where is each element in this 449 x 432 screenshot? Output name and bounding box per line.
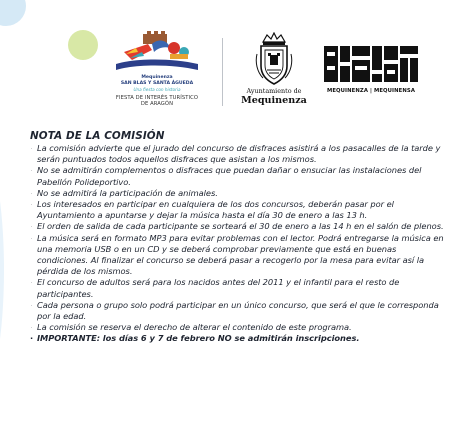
note-item-registration — [30, 199, 446, 221]
note-item-music — [30, 233, 446, 278]
bullet-icon: · — [30, 232, 33, 243]
note-item-rights — [30, 322, 446, 333]
note-item-text: El concurso de adultos será para los nacidos antes del 2011 y el infantil para el resto de participantes. — [37, 277, 400, 299]
town-pattern-icon — [324, 46, 418, 82]
ayuntamiento-logo — [238, 30, 310, 110]
bullet-icon: · — [30, 299, 33, 310]
note-item-text: No se admitirán complementos o disfraces que puedan dañar o ensuciar las instalaciones del Pabellón Polideportivo. — [37, 165, 422, 187]
bullet-icon: · — [30, 322, 33, 333]
bullet-icon: · — [30, 187, 33, 198]
decorative-circle-green — [68, 30, 98, 60]
note-item-complements — [30, 165, 446, 187]
town-logo — [322, 46, 420, 98]
fiesta-name-line-2: SAN BLAS Y SANTA ÁGUEDA — [120, 80, 194, 86]
fiesta-emblem-icon — [112, 30, 202, 74]
note-item-order — [30, 221, 446, 232]
fiesta-name-line-1: Mequinenza — [141, 75, 173, 80]
bullet-icon: · — [30, 221, 33, 232]
note-item-text: El orden de salida de cada participante se sorteará el 30 de enero a las 14 h en el salón de plenos. — [37, 221, 444, 232]
fiesta-caption — [104, 95, 210, 108]
ayuntamiento-line-2: Mequinenza — [241, 95, 307, 106]
logo-divider — [222, 38, 223, 106]
ayuntamiento-line-1: Ayuntamiento de — [246, 87, 302, 95]
fiesta-caption-line-1: FIESTA DE INTERÉS TURÍSTICO — [115, 95, 199, 101]
note-item-text: Cada persona o grupo solo podrá participar en un único concurso, que será el que le corresponda por la edad. — [37, 299, 439, 322]
bullet-icon: · — [30, 199, 33, 210]
note-item-animals — [30, 188, 446, 199]
decorative-circle-blue — [0, 0, 26, 26]
bullet-icon: · — [30, 165, 33, 176]
bullet-icon: · — [30, 277, 33, 288]
note-title: NOTA DE LA COMISIÓN — [30, 130, 165, 142]
commission-note — [30, 130, 446, 345]
fiesta-name — [104, 75, 210, 86]
note-item-text: La comisión se reserva el derecho de alterar el contenido de este programa. — [37, 322, 352, 333]
note-item-text: La música será en formato MP3 para evitar problemas con el lector. Podrá entregarse la música en una memoria USB o en un CD y se deberá comprobar previamente que está en buenas condiciones. Al finalizar el concurso se deberá pasar a recogerlo por la mesa para evitar así la pérdida de los mismos. — [37, 232, 444, 277]
bullet-icon: · — [30, 333, 34, 344]
note-item-text: No se admitirá la participación de animales. — [37, 187, 218, 198]
note-item-important — [30, 333, 446, 344]
bullet-icon: · — [30, 143, 33, 153]
note-item-text: La comisión advierte que el jurado del concurso de disfraces asistirá a los pasacalles de la tarde y serán puntuados todos aquellos disfraces que asistan a los mismos. — [37, 143, 441, 165]
note-item-age — [30, 277, 446, 299]
coat-of-arms-icon — [255, 32, 293, 86]
note-item-jury — [30, 143, 446, 165]
fiesta-logo — [104, 30, 210, 110]
town-logo-caption: MEQUINENZA | MEQUINENSA — [326, 88, 416, 94]
fiesta-caption-line-2: DE ARAGÓN — [140, 101, 174, 108]
fiesta-tagline: Una fiesta con historia — [133, 87, 181, 92]
note-list — [30, 143, 446, 345]
note-item-text: Los interesados en participar en cualquiera de los dos concursos, deberán pasar por el Ayuntamiento a apuntarse y dejar la música hasta el día 30 de enero a las 13 h. — [37, 199, 394, 221]
decorative-edge-shape — [0, 150, 4, 390]
note-item-text: IMPORTANTE: los días 6 y 7 de febrero NO se admitirán inscripciones. — [37, 333, 360, 344]
note-item-single-contest — [30, 300, 446, 322]
